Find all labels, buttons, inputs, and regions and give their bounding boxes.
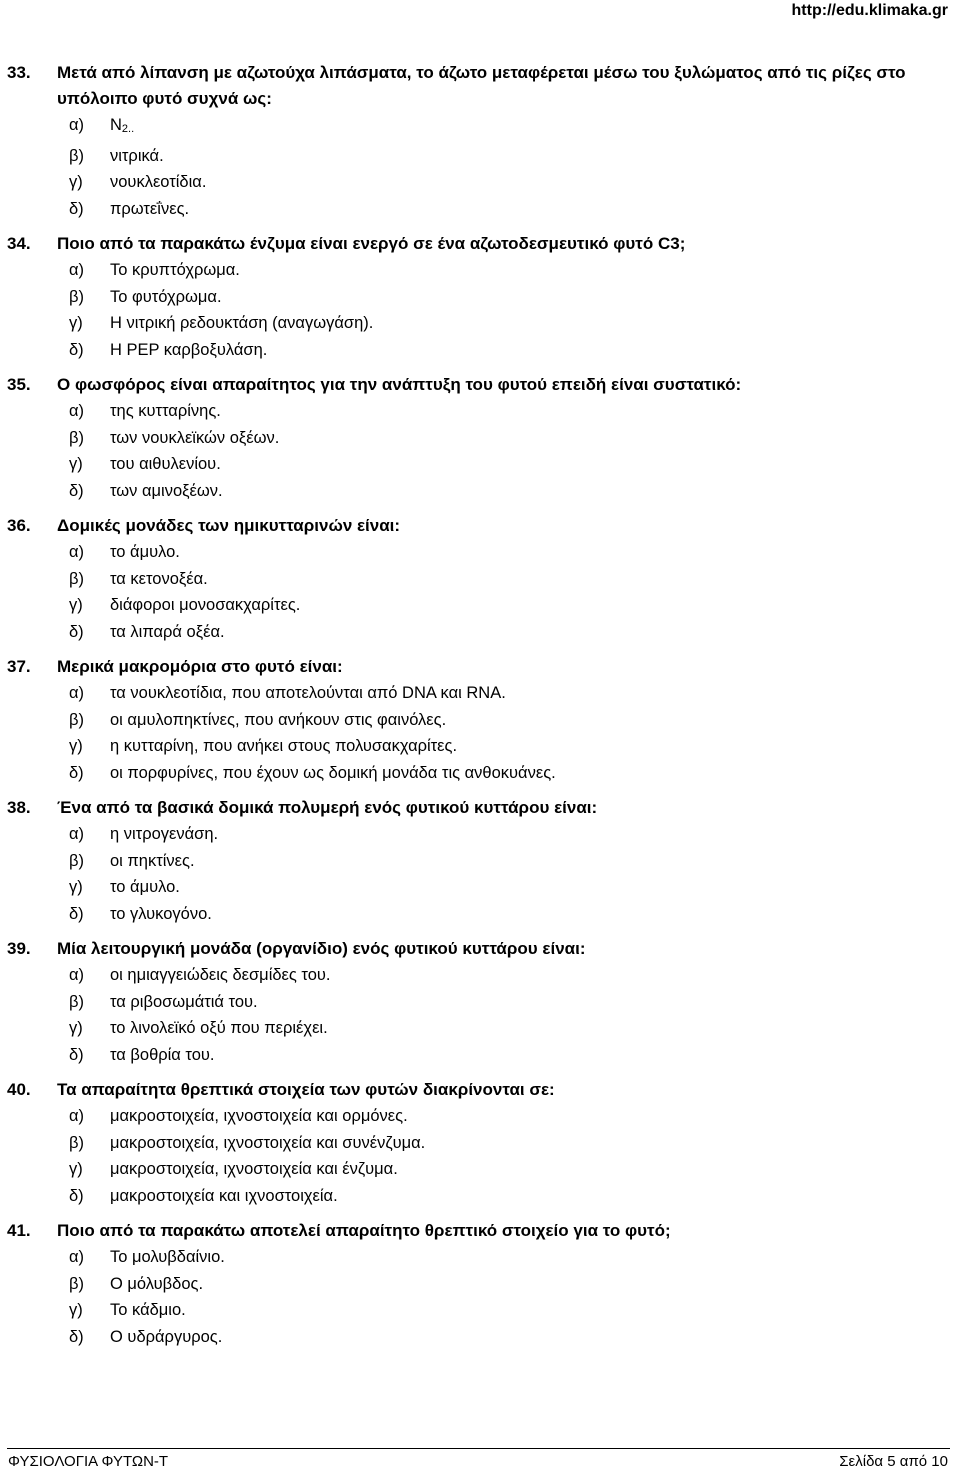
question-number: 41.: [7, 1221, 31, 1240]
footer-divider: [7, 1448, 950, 1449]
option-letter: β): [69, 146, 84, 165]
option-letter: β): [69, 710, 84, 729]
option-text: N2..: [110, 116, 135, 135]
option-letter: γ): [69, 1160, 83, 1178]
option-text: μακροστοιχεία, ιχνοστοιχεία και συνένζυμα.: [110, 1133, 426, 1152]
option-letter: δ): [69, 340, 84, 359]
option-text: Ο μόλυβδος.: [110, 1274, 204, 1293]
option-c: [0, 1297, 960, 1324]
option-b: [0, 848, 960, 875]
option-text: της κυτταρίνης.: [110, 402, 221, 420]
question-number: 35.: [7, 375, 31, 394]
option-text: οι ημιαγγειώδεις δεσμίδες του.: [110, 966, 331, 984]
option-text: νιτρικά.: [110, 146, 164, 165]
option-c: [0, 310, 960, 337]
question-number: 33.: [7, 63, 31, 82]
question-number: 37.: [7, 657, 31, 676]
option-a: [0, 398, 960, 425]
option-text: οι αμυλοπηκτίνες, που ανήκουν στις φαινόλες.: [110, 710, 447, 729]
question-text: Ο φωσφόρος είναι απαραίτητος για την ανάπτυξη του φυτού επειδή είναι συστατικό:: [57, 375, 742, 394]
question-text: Ένα από τα βασικά δομικά πολυμερή ενός φυτικού κυττάρου είναι:: [57, 798, 598, 817]
option-letter: α): [69, 116, 85, 134]
option-text: Το φυτόχρωμα.: [110, 287, 222, 306]
option-text: Το κάδμιο.: [110, 1301, 186, 1319]
option-letter: γ): [69, 1019, 83, 1037]
option-letter: γ): [69, 173, 83, 191]
option-text: τα λιπαρά οξέα.: [110, 622, 225, 641]
question-text: Μετά από λίπανση με αζωτούχα λιπάσματα, το άζωτο μεταφέρεται μέσω του ξυλώματος από τις ρίζες στο υπόλοιπο φυτό συχνά ως:: [57, 63, 906, 108]
option-a: [0, 539, 960, 566]
option-c: [0, 592, 960, 619]
option-text: το άμυλο.: [110, 543, 180, 561]
option-text: Η PEP καρβοξυλάση.: [110, 340, 268, 359]
option-c: [0, 451, 960, 478]
option-a: [0, 962, 960, 989]
option-letter: β): [69, 1274, 84, 1293]
option-letter: δ): [69, 622, 84, 641]
question-number: 38.: [7, 798, 31, 817]
option-text: τα ριβοσωμάτιά του.: [110, 992, 258, 1011]
question-35: [0, 372, 960, 504]
option-letter: α): [69, 1107, 85, 1125]
option-b: [0, 284, 960, 311]
option-a: [0, 112, 960, 143]
option-letter: γ): [69, 455, 83, 473]
option-b: [0, 425, 960, 452]
option-d: [0, 196, 960, 223]
option-text: νουκλεοτίδια.: [110, 173, 207, 191]
option-text: το γλυκογόνο.: [110, 904, 212, 923]
option-letter: β): [69, 287, 84, 306]
option-letter: δ): [69, 904, 84, 923]
option-letter: γ): [69, 737, 83, 755]
option-d: [0, 760, 960, 787]
option-letter: β): [69, 992, 84, 1011]
option-d: [0, 337, 960, 364]
option-letter: δ): [69, 1186, 84, 1205]
option-b: [0, 989, 960, 1016]
question-34: [0, 231, 960, 363]
option-a: [0, 1103, 960, 1130]
question-text: Μερικά μακρομόρια στο φυτό είναι:: [57, 657, 343, 676]
option-b: [0, 1130, 960, 1157]
question-number: 34.: [7, 234, 31, 253]
option-letter: β): [69, 569, 84, 588]
question-text: Ποιο από τα παρακάτω αποτελεί απαραίτητο θρεπτικό στοιχείο για το φυτό;: [57, 1221, 671, 1240]
option-text: Το μολυβδαίνιο.: [110, 1248, 225, 1266]
option-text: η κυτταρίνη, που ανήκει στους πολυσακχαρίτες.: [110, 737, 458, 755]
option-text: διάφοροι μονοσακχαρίτες.: [110, 596, 301, 614]
option-text: των αμινοξέων.: [110, 481, 223, 500]
option-c: [0, 1015, 960, 1042]
option-letter: δ): [69, 1327, 84, 1346]
option-text: το άμυλο.: [110, 878, 180, 896]
option-b: [0, 1271, 960, 1298]
option-letter: γ): [69, 596, 83, 614]
option-c: [0, 1156, 960, 1183]
question-text: Δομικές μονάδες των ημικυτταρινών είναι:: [57, 516, 401, 535]
option-text: το λινολεϊκό οξύ που περιέχει.: [110, 1019, 328, 1037]
option-d: [0, 1042, 960, 1069]
option-a: [0, 257, 960, 284]
option-text: τα νουκλεοτίδια, που αποτελούνται από DNA και RNA.: [110, 684, 506, 702]
question-38: [0, 795, 960, 927]
option-letter: β): [69, 851, 84, 870]
question-37: [0, 654, 960, 786]
option-text: οι πηκτίνες.: [110, 851, 195, 870]
option-text: μακροστοιχεία, ιχνοστοιχεία και ορμόνες.: [110, 1107, 408, 1125]
footer-page-number: Σελίδα 5 από 10: [839, 1453, 948, 1470]
question-number: 36.: [7, 516, 31, 535]
option-a: [0, 680, 960, 707]
question-text: Τα απαραίτητα θρεπτικά στοιχεία των φυτών διακρίνονται σε:: [57, 1080, 555, 1099]
option-d: [0, 1324, 960, 1351]
question-39: [0, 936, 960, 1068]
option-c: [0, 874, 960, 901]
option-letter: δ): [69, 763, 84, 782]
option-text: τα βοθρία του.: [110, 1045, 215, 1064]
option-letter: δ): [69, 1045, 84, 1064]
option-text: Η νιτρική ρεδουκτάση (αναγωγάση).: [110, 314, 374, 332]
option-text: των νουκλεϊκών οξέων.: [110, 428, 280, 447]
option-letter: β): [69, 428, 84, 447]
option-text: πρωτεΐνες.: [110, 199, 190, 218]
option-letter: α): [69, 261, 85, 279]
option-text: οι πορφυρίνες, που έχουν ως δομική μονάδα τις ανθοκυάνες.: [110, 763, 556, 782]
option-text: του αιθυλενίου.: [110, 455, 221, 473]
option-letter: α): [69, 966, 85, 984]
option-letter: α): [69, 1248, 85, 1266]
option-a: [0, 1244, 960, 1271]
option-letter: α): [69, 825, 85, 843]
question-36: [0, 513, 960, 645]
option-letter: γ): [69, 1301, 83, 1319]
option-text: η νιτρογενάση.: [110, 825, 219, 843]
site-link[interactable]: http://edu.klimaka.gr: [791, 2, 948, 19]
option-a: [0, 821, 960, 848]
option-text: Ο υδράργυρος.: [110, 1327, 223, 1346]
option-letter: α): [69, 684, 85, 702]
option-d: [0, 901, 960, 928]
question-40: [0, 1077, 960, 1209]
option-b: [0, 566, 960, 593]
question-text: Ποιο από τα παρακάτω ένζυμα είναι ενεργό σε ένα αζωτοδεσμευτικό φυτό C3;: [57, 234, 686, 253]
option-letter: β): [69, 1133, 84, 1152]
question-text: Μία λειτουργική μονάδα (οργανίδιο) ενός φυτικού κυττάρου είναι:: [57, 939, 586, 958]
option-text: μακροστοιχεία, ιχνοστοιχεία και ένζυμα.: [110, 1160, 398, 1178]
option-text: Το κρυπτόχρωμα.: [110, 261, 240, 279]
question-list: [0, 60, 960, 1350]
question-number: 40.: [7, 1080, 31, 1099]
option-letter: α): [69, 402, 85, 420]
footer-course-title: ΦΥΣΙΟΛΟΓΙΑ ΦΥΤΩΝ-Τ: [8, 1453, 169, 1470]
option-b: [0, 707, 960, 734]
option-letter: δ): [69, 481, 84, 500]
option-letter: γ): [69, 878, 83, 896]
option-letter: α): [69, 543, 85, 561]
option-c: [0, 733, 960, 760]
option-b: [0, 143, 960, 170]
option-c: [0, 169, 960, 196]
option-letter: γ): [69, 314, 83, 332]
option-d: [0, 478, 960, 505]
option-text: μακροστοιχεία και ιχνοστοιχεία.: [110, 1186, 338, 1205]
option-letter: δ): [69, 199, 84, 218]
question-41: [0, 1218, 960, 1350]
question-33: [0, 60, 960, 222]
question-number: 39.: [7, 939, 31, 958]
option-d: [0, 1183, 960, 1210]
option-d: [0, 619, 960, 646]
option-text: τα κετονοξέα.: [110, 569, 208, 588]
